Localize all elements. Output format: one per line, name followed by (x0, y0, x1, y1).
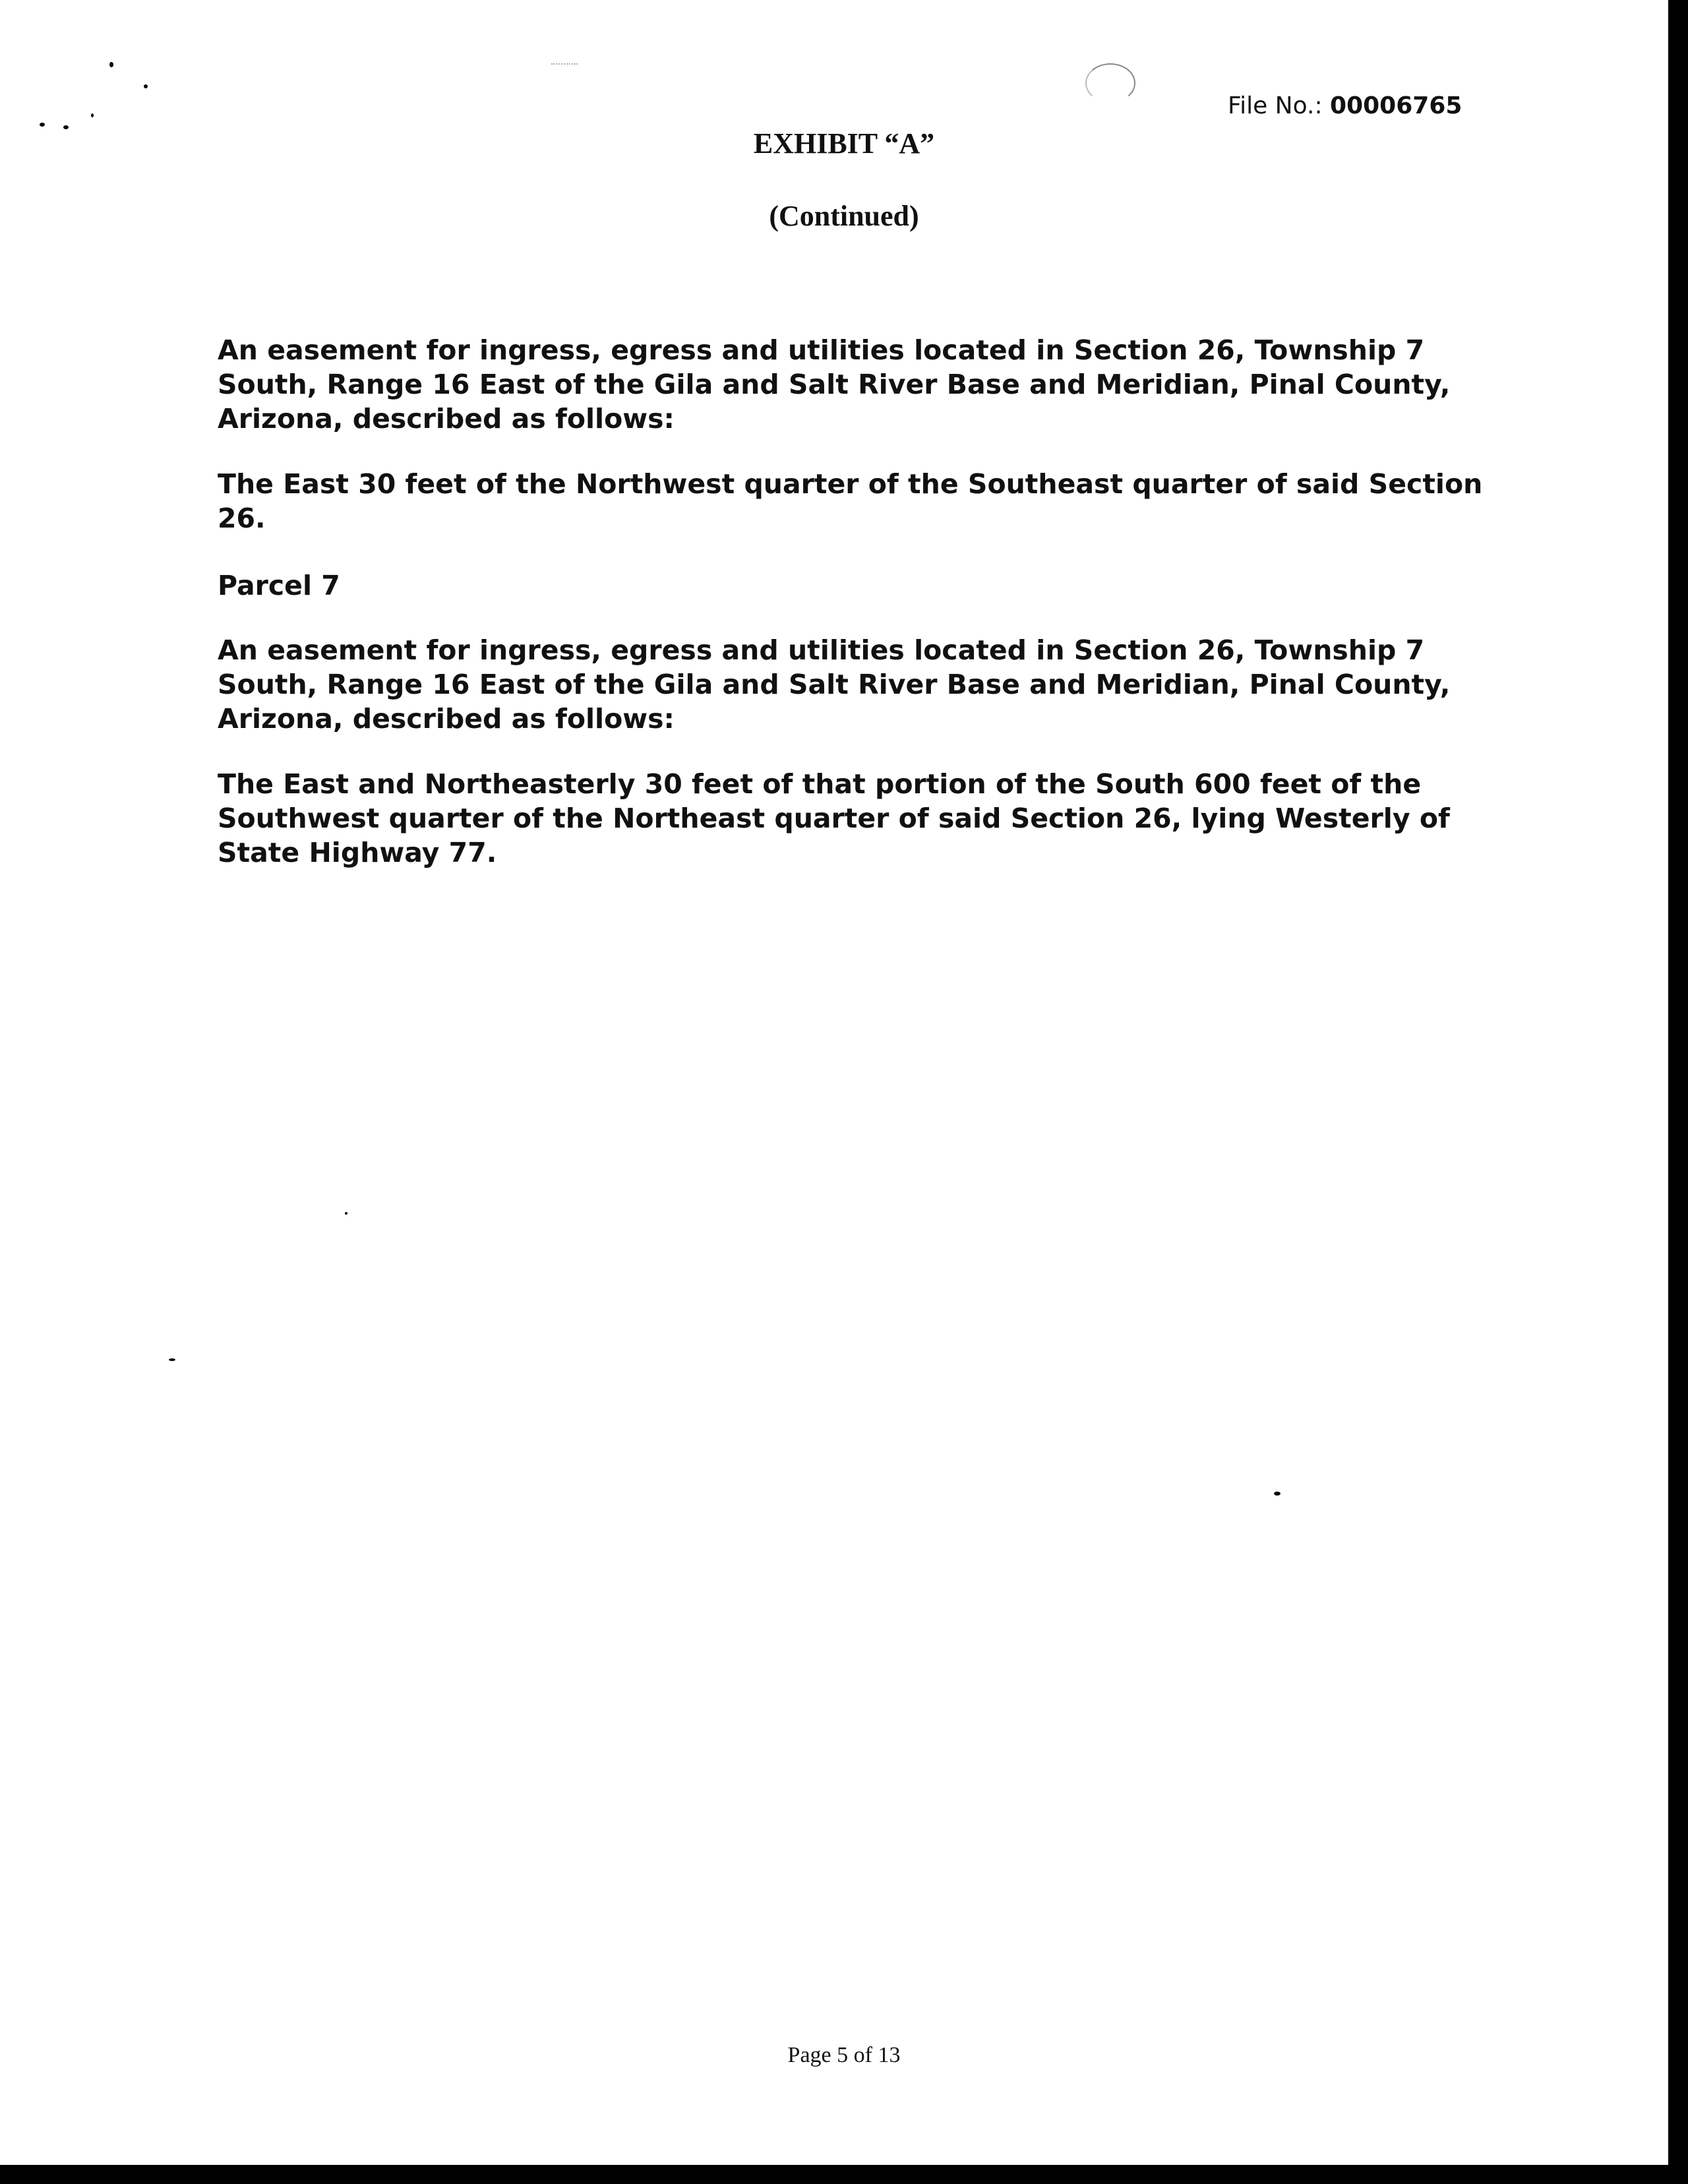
exhibit-title: EXHIBIT “A” (753, 127, 935, 160)
file-number-label: File No.: (1228, 92, 1323, 119)
file-number-block (1228, 92, 1462, 119)
scan-speck (109, 62, 113, 67)
easement-extent-paragraph: The East 30 feet of the Northwest quarter of the Southeast quarter of said Section 26. (218, 468, 1483, 534)
scan-faint-mark (551, 63, 578, 65)
scan-border-bottom (0, 2165, 1688, 2184)
easement-extent-paragraph: The East and Northeasterly 30 feet of that portion of the South 600 feet of the Southwest quarter of the Northeast quarter of said Section 26, lying Westerly of State Highway 77. (218, 768, 1450, 868)
file-number-value: 00006765 (1330, 92, 1462, 119)
scan-faint-circle (1085, 63, 1135, 103)
scan-speck (1274, 1492, 1281, 1496)
parcel-heading: Parcel 7 (218, 570, 340, 601)
easement-description-paragraph: An easement for ingress, egress and utilities located in Section 26, Township 7 South, Range 16 East of the Gila and Salt River Base and Meridian, Pinal County, Arizona, described as follows: (218, 334, 1451, 435)
page-number: Page 5 of 13 (787, 2043, 901, 2067)
scan-speck (169, 1358, 175, 1361)
scan-speck (91, 113, 94, 117)
scan-border-right (1668, 0, 1688, 2184)
easement-description-paragraph: An easement for ingress, egress and utilities located in Section 26, Township 7 South, Range 16 East of the Gila and Salt River Base and Meridian, Pinal County, Arizona, described as follows: (218, 634, 1451, 735)
exhibit-subtitle: (Continued) (769, 200, 919, 232)
scan-speck (345, 1212, 347, 1215)
scan-speck (144, 84, 148, 88)
